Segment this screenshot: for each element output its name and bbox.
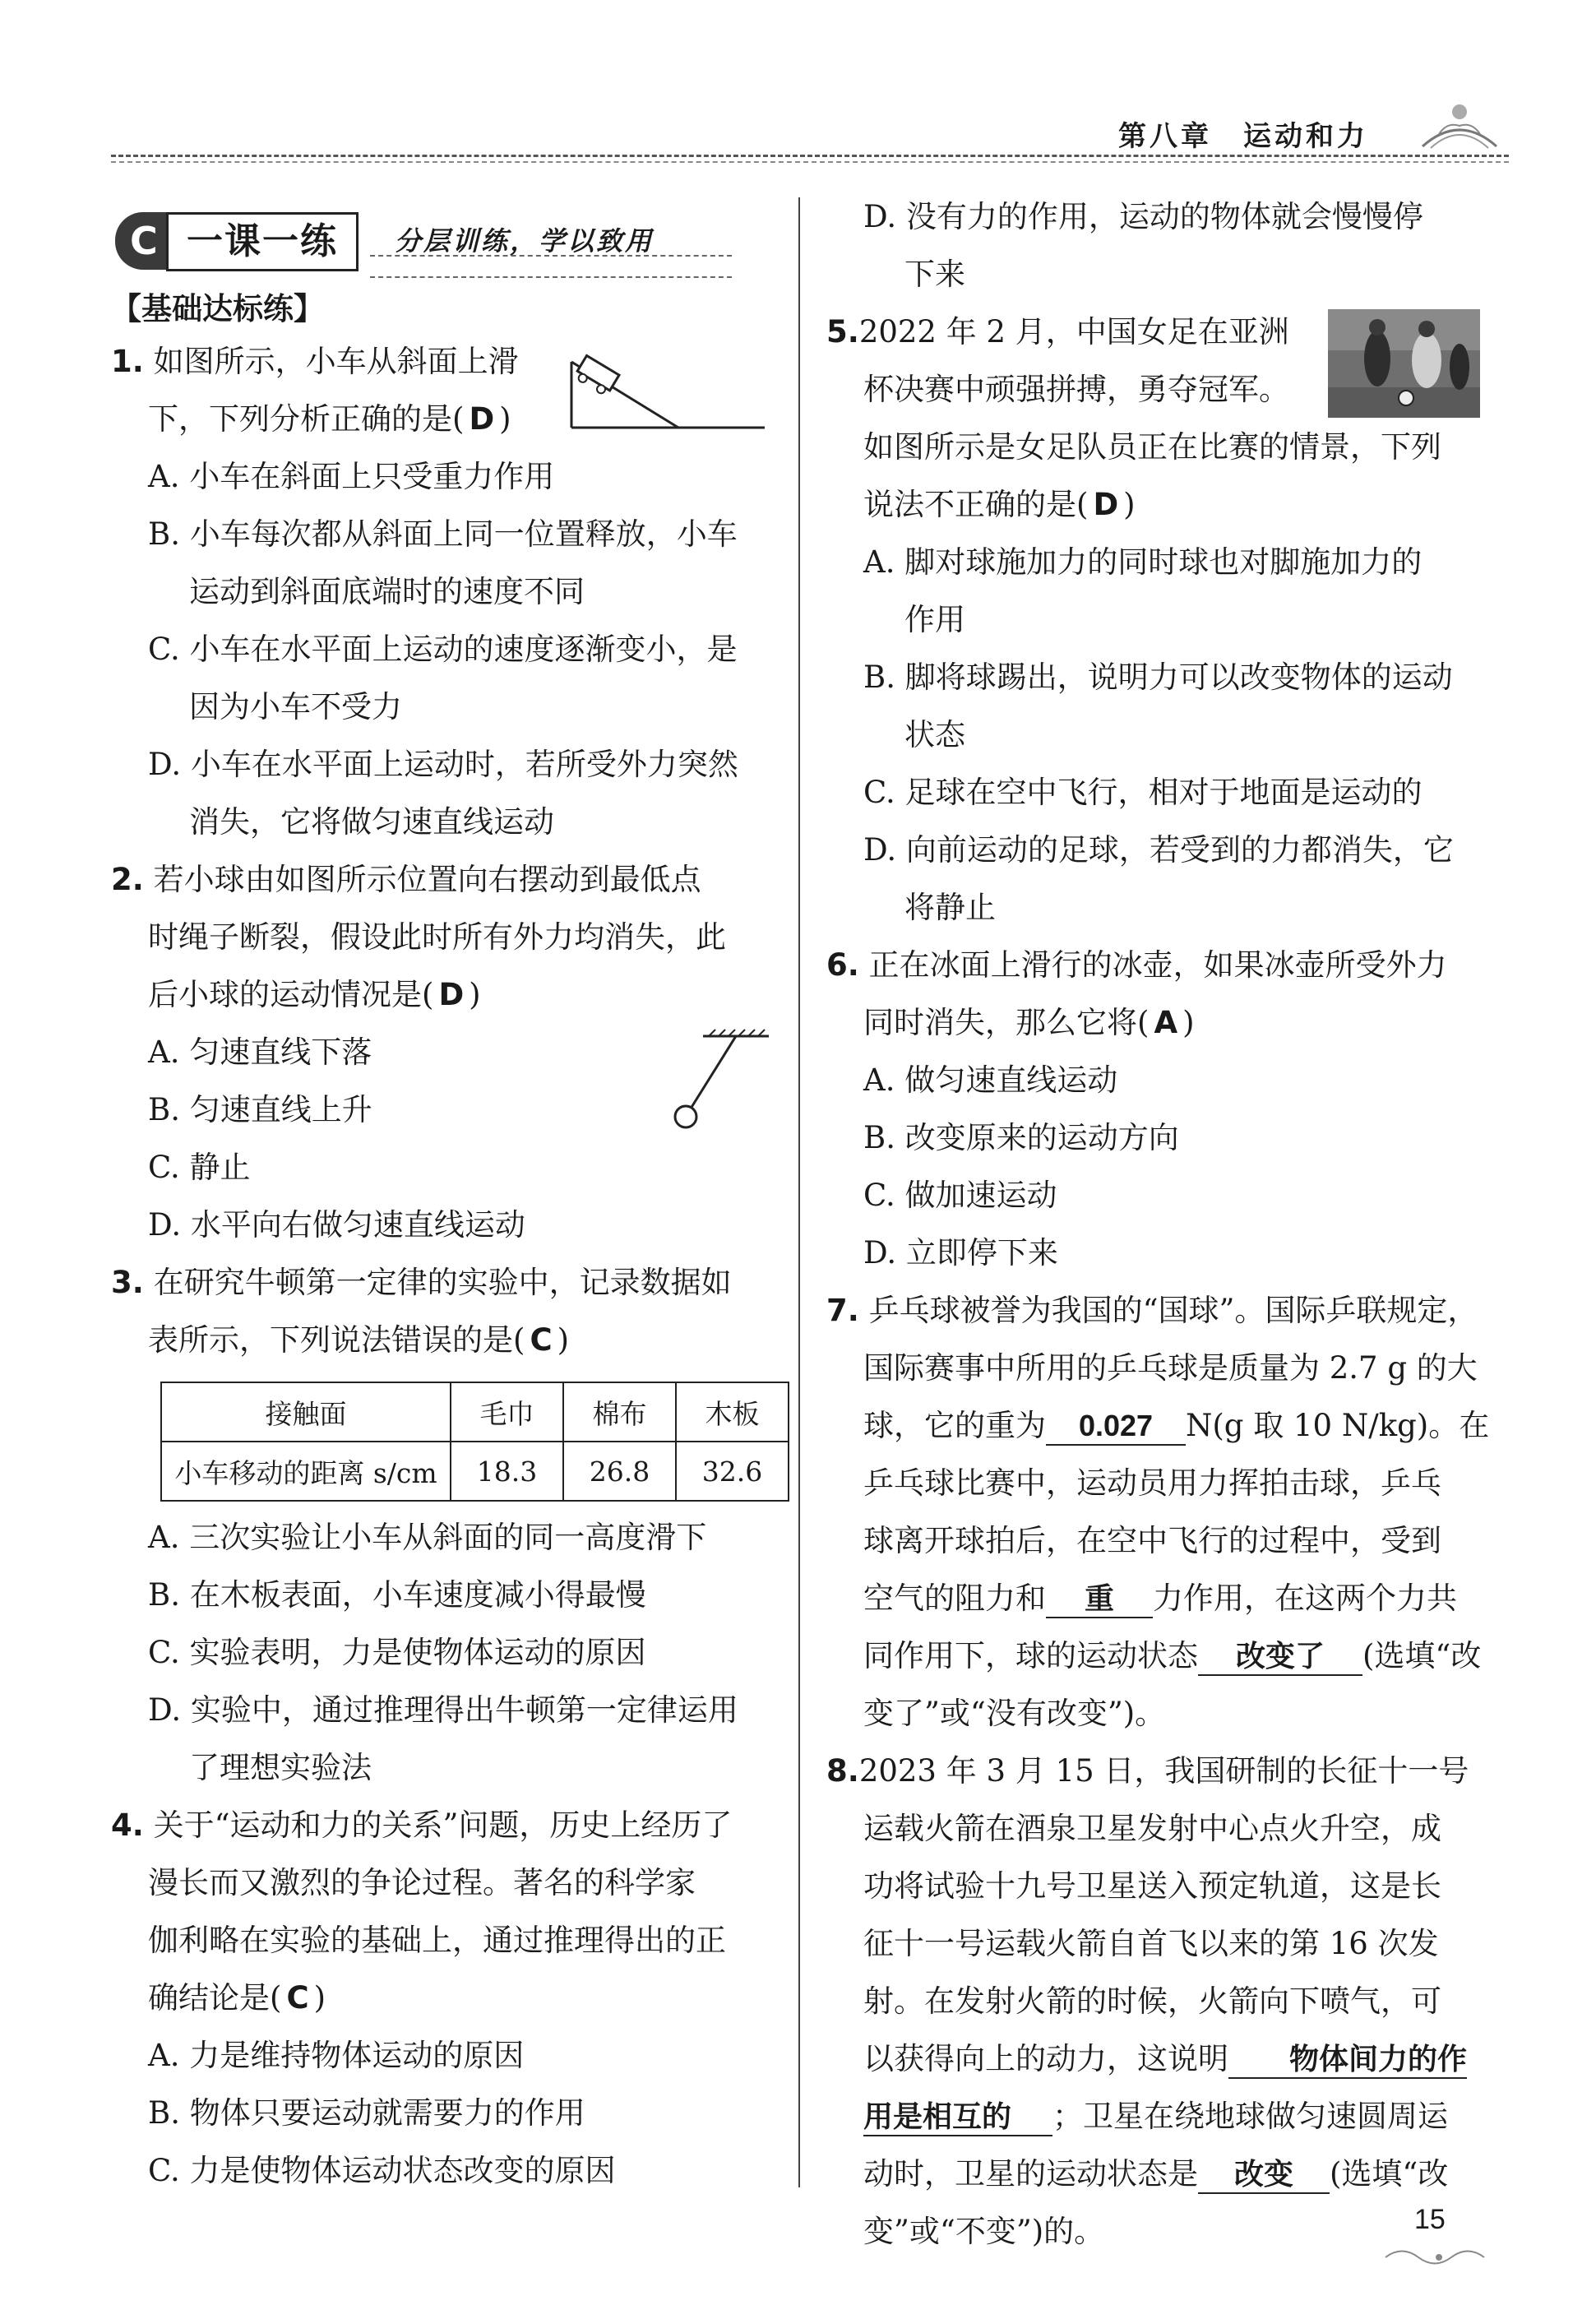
question-1-stem-cont: 下，下列分析正确的是( D ) [148,401,511,437]
table-header-cell: 木板 [676,1382,789,1442]
question-6-option-c: C. 做加速运动 [863,1178,1057,1213]
question-7-blank-2[interactable]: 重 [1046,1581,1153,1618]
question-8-line3: 功将试验十九号卫星送入预定轨道，这是长 [863,1868,1441,1904]
page-number: 15 [1414,2204,1446,2235]
column-divider [798,197,800,2187]
table-header-cell: 毛巾 [451,1382,563,1442]
question-6-answer: A [1154,1005,1178,1040]
question-5-stem: 5.2022 年 2 月，中国女足在亚洲 [826,314,1289,349]
question-2-answer: D [438,977,465,1012]
question-3-stem-cont: 表所示，下列说法错误的是( C ) [148,1322,570,1358]
table-row [161,1442,789,1501]
question-7-line5: 球离开球拍后，在空中飞行的过程中，受到 [863,1523,1441,1558]
question-7-line6: 空气的阻力和 重 力作用，在这两个力共 [863,1579,1457,1618]
question-1-option-b: B. 小车每次都从斜面上同一位置释放，小车 [148,516,738,552]
question-8-blank-1-cont[interactable]: 用是相互的 [863,2099,1052,2136]
table-cell: 32.6 [676,1442,789,1501]
question-3-option-b: B. 在木板表面，小车速度减小得最慢 [148,1577,646,1613]
table-cell: 26.8 [563,1442,676,1501]
question-4-stem-cont: 漫长而又激烈的争论过程。著名的科学家 [148,1865,696,1900]
question-8-blank-2[interactable]: 改变 [1198,2156,1330,2194]
question-1-option-c: C. 小车在水平面上运动的速度逐渐变小，是 [148,632,738,667]
footer-ornament-icon [1381,2245,1497,2270]
question-3-stem: 3. 在研究牛顿第一定律的实验中，记录数据如 [111,1265,732,1300]
friction-data-table [160,1382,789,1502]
question-5-option-d: D. 向前运动的足球，若受到的力都消失，它 [863,832,1454,868]
question-4-stem-cont3: 确结论是( C ) [148,1980,326,2016]
table-header-row [161,1382,789,1442]
question-2-stem-cont2: 后小球的运动情况是( D ) [148,977,481,1012]
section-label: 【基础达标练】 [111,291,324,326]
banner-decoration [370,255,732,278]
incline-cart-figure [567,345,765,436]
question-7-stem-cont: 国际赛事中所用的乒乓球是质量为 2.7 g 的大 [863,1350,1478,1386]
football-match-photo [1328,309,1480,418]
question-8-line8: 动时，卫星的运动状态是 改变 (选填“改 [863,2155,1448,2194]
question-5-stem-cont2: 如图所示是女足队员正在比赛的情景，下列 [863,429,1441,465]
question-8-blank-1[interactable]: 物体间力的作 [1228,2041,1467,2079]
question-3-answer: C [530,1322,553,1358]
question-1-answer: D [469,401,495,437]
table-header-cell: 棉布 [563,1382,676,1442]
question-5-option-c: C. 足球在空中飞行，相对于地面是运动的 [863,775,1423,810]
question-6-stem-cont: 同时消失，那么它将( A ) [863,1005,1195,1040]
question-2-option-a: A. 匀速直线下落 [148,1034,372,1070]
question-3-option-d-cont: 了理想实验法 [189,1750,372,1785]
banner-badge: C [115,212,183,270]
question-5-option-b: B. 脚将球踢出，说明力可以改变物体的运动 [863,660,1453,695]
question-1-stem: 1. 如图所示，小车从斜面上滑 [111,344,519,379]
question-2-option-b: B. 匀速直线上升 [148,1092,372,1127]
question-2-option-d: D. 水平向右做匀速直线运动 [148,1207,525,1243]
question-7-line3: 球，它的重为 0.027 N(g 取 10 N/kg)。在 [863,1406,1489,1446]
question-5-option-a: A. 脚对球施加力的同时球也对脚施加力的 [863,544,1423,580]
question-2-stem-cont: 时绳子断裂，假设此时所有外力均消失，此 [148,919,726,955]
question-7-line7: 同作用下，球的运动状态 改变了 (选填“改 [863,1636,1481,1676]
question-5-option-a-cont: 作用 [904,602,965,637]
table-row-label: 小车移动的距离 s/cm [161,1442,451,1501]
question-8-line5: 射。在发射火箭的时候，火箭向下喷气，可 [863,1983,1441,2019]
question-4-option-a: A. 力是维持物体运动的原因 [148,2038,525,2073]
question-7-blank-1[interactable]: 0.027 [1046,1408,1186,1446]
header-divider-secondary [111,161,1509,163]
question-5-answer: D [1093,487,1119,522]
question-8-stem: 8.2023 年 3 月 15 日，我国研制的长征十一号 [826,1753,1469,1789]
question-4-option-c: C. 力是使物体运动状态改变的原因 [148,2153,616,2188]
question-4-option-b: B. 物体只要运动就需要力的作用 [148,2095,585,2131]
question-2-stem: 2. 若小球由如图所示位置向右摆动到最低点 [111,862,701,897]
section-banner [115,212,362,270]
question-1-option-c-cont: 因为小车不受力 [189,689,402,724]
header-divider [111,155,1509,157]
question-5-option-b-cont: 状态 [904,717,965,752]
question-1-option-a: A. 小车在斜面上只受重力作用 [148,459,555,494]
question-8-line9: 变”或“不变”)的。 [863,2214,1105,2249]
table-cell: 18.3 [451,1442,563,1501]
question-6-option-a: A. 做匀速直线运动 [863,1062,1118,1098]
question-8-line4: 征十一号运载火箭自首飞以来的第 16 次发 [863,1926,1439,1961]
question-2-option-c: C. 静止 [148,1150,251,1185]
chapter-title: 第八章 运动和力 [1118,120,1368,153]
question-1-option-d: D. 小车在水平面上运动时，若所受外力突然 [148,747,738,782]
question-4-answer: C [286,1980,309,2016]
pendulum-figure [658,1028,773,1135]
question-8-line6: 以获得向上的动力，这说明 物体间力的作 [863,2039,1467,2079]
question-3-option-c: C. 实验表明，力是使物体运动的原因 [148,1635,646,1670]
question-7-stem: 7. 乒乓球被誉为我国的“国球”。国际乒联规定， [826,1293,1478,1328]
question-5-stem-cont: 杯决赛中顽强拼搏，勇夺冠军。 [863,372,1289,407]
question-6-stem: 6. 正在冰面上滑行的冰壶，如果冰壶所受外力 [826,947,1447,983]
question-6-option-d: D. 立即停下来 [863,1235,1058,1271]
question-3-option-d: D. 实验中，通过推理得出牛顿第一定律运用 [148,1692,738,1728]
question-5-stem-cont3: 说法不正确的是( D ) [863,487,1136,522]
question-4-option-d-cont: 下来 [904,257,965,292]
table-header-cell: 接触面 [161,1382,451,1442]
question-3-option-a: A. 三次实验让小车从斜面的同一高度滑下 [148,1520,707,1555]
question-4-stem: 4. 关于“运动和力的关系”问题，历史上经历了 [111,1807,733,1843]
header-ornament-icon [1414,97,1505,155]
question-6-option-b: B. 改变原来的运动方向 [863,1120,1179,1155]
question-5-option-d-cont: 将静止 [904,890,996,925]
question-8-line2: 运载火箭在酒泉卫星发射中心点火升空，成 [863,1811,1441,1846]
question-4-option-d: D. 没有力的作用，运动的物体就会慢慢停 [863,199,1423,234]
question-7-line8: 变了”或“没有改变”)。 [863,1696,1166,1731]
question-8-line7: 用是相互的 ；卫星在绕地球做匀速圆周运 [863,2097,1448,2136]
question-4-stem-cont2: 伽利略在实验的基础上，通过推理得出的正 [148,1923,726,1958]
banner-subtitle: 分层训练，学以致用 [395,225,655,257]
question-1-option-b-cont: 运动到斜面底端时的速度不同 [189,574,585,609]
banner-title: 一课一练 [166,212,359,271]
question-7-line4: 乒乓球比赛中，运动员用力挥拍击球，乒乓 [863,1465,1441,1501]
question-1-option-d-cont: 消失，它将做匀速直线运动 [189,804,554,840]
question-7-blank-3[interactable]: 改变了 [1198,1638,1362,1676]
